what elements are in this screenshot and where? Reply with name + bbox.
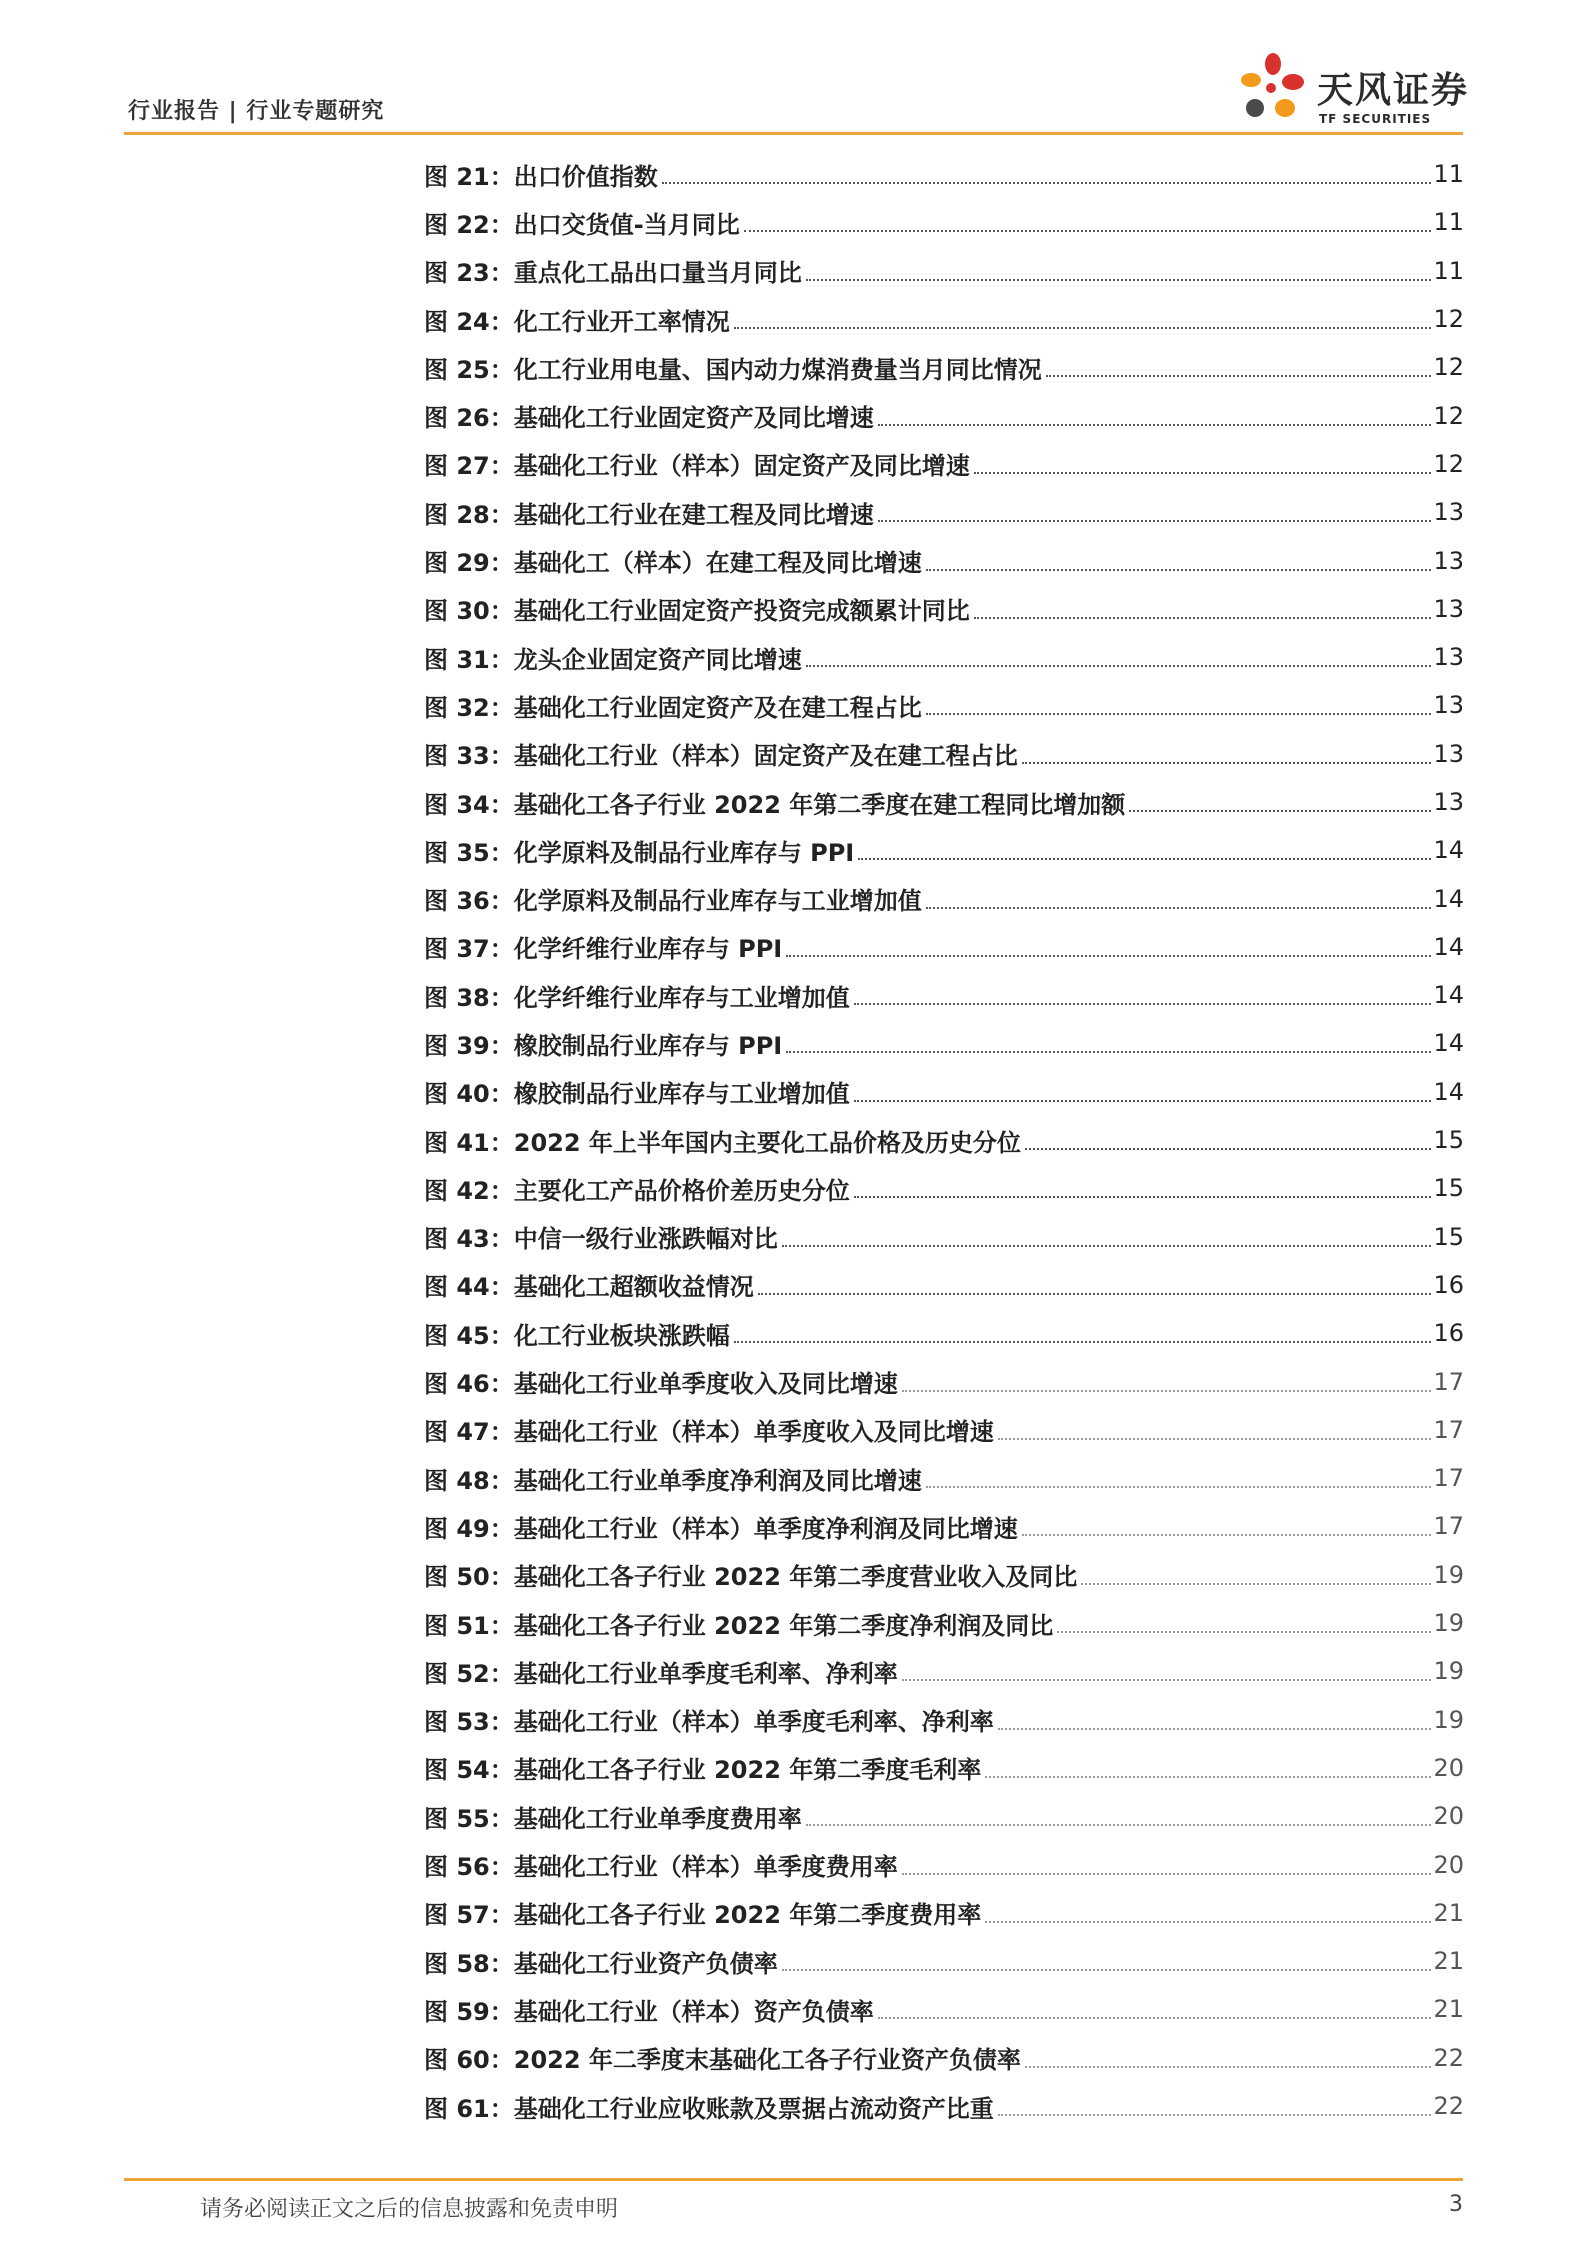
toc-entry-label[interactable]: 图 53：基础化工行业（样本）单季度毛利率、净利率	[424, 1708, 994, 1737]
toc-entry-page[interactable]: 14	[1433, 1077, 1464, 1106]
toc-entry-page[interactable]: 16	[1433, 1319, 1464, 1348]
toc-entry[interactable]	[424, 440, 1464, 488]
toc-entry-page[interactable]: 13	[1433, 739, 1464, 768]
page-header	[124, 0, 1470, 136]
toc-leader-dots	[998, 1728, 1432, 1730]
toc-leader-dots	[926, 569, 1432, 571]
toc-entry-page[interactable]: 22	[1433, 2092, 1464, 2121]
toc-entry[interactable]	[424, 1937, 1464, 1985]
toc-entry-label[interactable]: 图 35：化学原料及制品行业库存与 PPI	[424, 838, 855, 867]
toc-entry-page[interactable]: 13	[1433, 546, 1464, 575]
toc-entry-page[interactable]: 11	[1433, 256, 1464, 285]
toc-entry[interactable]	[424, 1164, 1464, 1212]
toc-leader-dots	[985, 1921, 1431, 1923]
toc-leader-dots	[878, 520, 1432, 522]
toc-entry[interactable]	[424, 1599, 1464, 1647]
toc-entry-page[interactable]: 14	[1433, 981, 1464, 1010]
toc-entry-label[interactable]: 图 27：基础化工行业（样本）固定资产及同比增速	[424, 452, 970, 481]
toc-leader-dots	[1046, 375, 1432, 377]
toc-leader-dots	[1129, 810, 1431, 812]
toc-entry-page[interactable]: 21	[1433, 1947, 1464, 1976]
logo-petal-bottom-right	[1275, 99, 1295, 117]
logo-center	[1266, 83, 1276, 93]
toc-entry[interactable]	[424, 730, 1464, 778]
disclaimer-text: 请务必阅读正文之后的信息披露和免责申明	[200, 2197, 619, 2222]
toc-leader-dots	[786, 1051, 1431, 1053]
toc-entry-page[interactable]: 15	[1433, 1222, 1464, 1251]
toc-entry-page[interactable]: 12	[1433, 305, 1464, 334]
toc-entry[interactable]	[424, 2034, 1464, 2082]
toc-entry-label[interactable]: 图 58：基础化工行业资产负债率	[424, 1949, 778, 1978]
toc-entry-label[interactable]: 图 23：重点化工品出口量当月同比	[424, 259, 802, 288]
page-number: 3	[1449, 2192, 1463, 2217]
toc-entry-label[interactable]: 图 32：基础化工行业固定资产及在建工程占比	[424, 693, 922, 722]
toc-entry-label[interactable]: 图 48：基础化工行业单季度净利润及同比增速	[424, 1466, 922, 1495]
toc-entry[interactable]	[424, 1792, 1464, 1840]
toc-entry[interactable]	[424, 1889, 1464, 1937]
toc-entry[interactable]	[424, 536, 1464, 584]
toc-entry[interactable]	[424, 1309, 1464, 1357]
toc-entry-page[interactable]: 21	[1433, 1898, 1464, 1927]
toc-entry-page[interactable]: 17	[1433, 1415, 1464, 1444]
logo-petal-bottom-left	[1246, 99, 1264, 117]
logo-text-en: TF SECURITIES	[1319, 112, 1432, 126]
toc-entry-page[interactable]: 17	[1433, 1367, 1464, 1396]
toc-entry[interactable]	[424, 874, 1464, 922]
company-logo	[1233, 48, 1470, 132]
logo-petal-top	[1265, 53, 1281, 75]
toc-entry-page[interactable]: 14	[1433, 884, 1464, 913]
toc-entry[interactable]	[424, 391, 1464, 439]
toc-entry-label[interactable]: 图 51：基础化工各子行业 2022 年第二季度净利润及同比	[424, 1611, 1054, 1640]
toc-entry-page[interactable]: 21	[1433, 1995, 1464, 2024]
toc-entry[interactable]	[424, 1647, 1464, 1695]
toc-entry-page[interactable]: 12	[1433, 353, 1464, 382]
toc-entry[interactable]	[424, 585, 1464, 633]
header-divider	[124, 132, 1463, 135]
toc-entry-label[interactable]: 图 50：基础化工各子行业 2022 年第二季度营业收入及同比	[424, 1563, 1078, 1592]
toc-entry-label[interactable]: 图 21：出口价值指数	[424, 162, 658, 191]
toc-entry[interactable]	[424, 150, 1464, 198]
toc-entry-label[interactable]: 图 42：主要化工产品价格价差历史分位	[424, 1176, 850, 1205]
toc-entry[interactable]	[424, 1840, 1464, 1888]
toc-entry[interactable]	[424, 971, 1464, 1019]
toc-leader-dots	[854, 1100, 1432, 1102]
toc-entry-page[interactable]: 15	[1433, 1174, 1464, 1203]
toc-entry-label[interactable]: 图 52：基础化工行业单季度毛利率、净利率	[424, 1659, 898, 1688]
toc-entry-page[interactable]: 17	[1433, 1512, 1464, 1541]
toc-entry-label[interactable]: 图 46：基础化工行业单季度收入及同比增速	[424, 1370, 898, 1399]
toc-leader-dots	[854, 1003, 1432, 1005]
toc-entry-label[interactable]: 图 57：基础化工各子行业 2022 年第二季度费用率	[424, 1901, 982, 1930]
toc-leader-dots	[926, 907, 1432, 909]
toc-leader-dots	[926, 713, 1432, 715]
toc-leader-dots	[902, 1679, 1432, 1681]
toc-leader-dots	[902, 1390, 1432, 1392]
toc-entry[interactable]	[424, 1019, 1464, 1067]
toc-entry[interactable]	[424, 247, 1464, 295]
toc-leader-dots	[878, 2017, 1432, 2019]
toc-entry-page[interactable]: 17	[1433, 1464, 1464, 1493]
toc-entry-page[interactable]: 15	[1433, 1126, 1464, 1155]
flower-logo-icon	[1233, 48, 1313, 132]
toc-entry-page[interactable]: 20	[1433, 1850, 1464, 1879]
toc-leader-dots	[998, 1438, 1432, 1440]
toc-entry-label[interactable]: 图 60：2022 年二季度末基础化工各子行业资产负债率	[424, 2046, 1021, 2075]
toc-entry-label[interactable]: 图 41：2022 年上半年国内主要化工品价格及历史分位	[424, 1128, 1021, 1157]
toc-entry-page[interactable]: 12	[1433, 449, 1464, 478]
toc-entry-page[interactable]: 20	[1433, 1802, 1464, 1831]
toc-entry[interactable]	[424, 343, 1464, 391]
toc-entry-label[interactable]: 图 47：基础化工行业（样本）单季度收入及同比增速	[424, 1418, 994, 1447]
toc-entry[interactable]	[424, 1213, 1464, 1261]
toc-entry-label[interactable]: 图 36：化学原料及制品行业库存与工业增加值	[424, 887, 922, 916]
toc-entry[interactable]	[424, 826, 1464, 874]
toc-leader-dots	[806, 665, 1432, 667]
toc-entry-label[interactable]: 图 30：基础化工行业固定资产投资完成额累计同比	[424, 597, 970, 626]
toc-entry-label[interactable]: 图 28：基础化工行业在建工程及同比增速	[424, 500, 874, 529]
toc-entry[interactable]	[424, 681, 1464, 729]
toc-leader-dots	[878, 424, 1432, 426]
toc-leader-dots	[734, 1341, 1432, 1343]
toc-leader-dots	[806, 1824, 1432, 1826]
toc-entry-label[interactable]: 图 39：橡胶制品行业库存与 PPI	[424, 1031, 783, 1060]
toc-entry-page[interactable]: 14	[1433, 836, 1464, 865]
toc-leader-dots	[1022, 762, 1432, 764]
toc-entry[interactable]	[424, 2082, 1464, 2130]
toc-entry-page[interactable]: 13	[1433, 788, 1464, 816]
toc-entry-page[interactable]: 19	[1433, 1705, 1464, 1734]
toc-leader-dots	[902, 1873, 1432, 1875]
toc-entry-label[interactable]: 图 37：化学纤维行业库存与 PPI	[424, 935, 783, 964]
toc-entry[interactable]	[424, 1454, 1464, 1502]
report-category: 行业报告 | 行业专题研究	[128, 99, 385, 124]
toc-entry-page[interactable]: 13	[1433, 691, 1464, 720]
toc-entry[interactable]	[424, 778, 1464, 826]
toc-leader-dots	[1025, 2066, 1432, 2068]
toc-entry-label[interactable]: 图 40：橡胶制品行业库存与工业增加值	[424, 1080, 850, 1109]
toc-entry[interactable]	[424, 1261, 1464, 1309]
toc-entry-page[interactable]: 11	[1433, 208, 1464, 237]
toc-leader-dots	[734, 327, 1432, 329]
toc-entry[interactable]	[424, 295, 1464, 343]
toc-entry-label[interactable]: 图 49：基础化工行业（样本）单季度净利润及同比增速	[424, 1514, 1018, 1543]
toc-entry-page[interactable]: 19	[1433, 1609, 1464, 1638]
toc-entry-label[interactable]: 图 33：基础化工行业（样本）固定资产及在建工程占比	[424, 742, 1018, 771]
toc-entry-label[interactable]: 图 34：基础化工各子行业 2022 年第二季度在建工程同比增加额	[424, 790, 1126, 819]
toc-entry-label[interactable]: 图 29：基础化工（样本）在建工程及同比增速	[424, 549, 922, 578]
toc-leader-dots	[786, 955, 1431, 957]
toc-entry-page[interactable]: 14	[1433, 932, 1464, 961]
toc-leader-dots	[744, 230, 1432, 232]
toc-entry[interactable]	[424, 1116, 1464, 1164]
toc-entry[interactable]	[424, 1502, 1464, 1550]
toc-leader-dots	[858, 858, 1431, 860]
toc-leader-dots	[758, 1293, 1432, 1295]
toc-leader-dots	[662, 182, 1432, 184]
toc-entry-page[interactable]: 13	[1433, 498, 1464, 527]
toc-entry-page[interactable]: 12	[1433, 401, 1464, 430]
toc-entry-page[interactable]: 19	[1433, 1657, 1464, 1686]
toc-entry-label[interactable]: 图 45：化工行业板块涨跌幅	[424, 1321, 730, 1350]
toc-entry-page[interactable]: 13	[1433, 594, 1464, 623]
toc-entry-label[interactable]: 图 44：基础化工超额收益情况	[424, 1273, 754, 1302]
toc-entry-label[interactable]: 图 54：基础化工各子行业 2022 年第二季度毛利率	[424, 1756, 982, 1785]
toc-entry[interactable]	[424, 1696, 1464, 1744]
figure-list	[424, 150, 1464, 2130]
logo-petal-right	[1282, 74, 1304, 90]
toc-leader-dots	[985, 1776, 1431, 1778]
toc-leader-dots	[926, 1486, 1432, 1488]
toc-entry-page[interactable]: 20	[1433, 1753, 1464, 1782]
toc-leader-dots	[1025, 1148, 1432, 1150]
toc-entry[interactable]	[424, 198, 1464, 246]
toc-entry-label[interactable]: 图 56：基础化工行业（样本）单季度费用率	[424, 1853, 898, 1882]
toc-entry[interactable]	[424, 1744, 1464, 1792]
logo-text-cn: 天风证券	[1317, 70, 1470, 111]
toc-entry[interactable]	[424, 1406, 1464, 1454]
toc-entry-page[interactable]: 13	[1433, 643, 1464, 672]
toc-entry-page[interactable]: 14	[1433, 1029, 1464, 1058]
toc-entry-page[interactable]: 22	[1433, 2043, 1464, 2072]
toc-leader-dots	[782, 1245, 1432, 1247]
toc-entry-page[interactable]: 11	[1433, 160, 1464, 189]
toc-entry-page[interactable]: 16	[1433, 1270, 1464, 1299]
toc-leader-dots	[1022, 1534, 1432, 1536]
toc-entry-label[interactable]: 图 43：中信一级行业涨跌幅对比	[424, 1225, 778, 1254]
toc-leader-dots	[782, 1969, 1432, 1971]
toc-leader-dots	[998, 2114, 1432, 2116]
toc-entry-label[interactable]: 图 26：基础化工行业固定资产及同比增速	[424, 404, 874, 433]
toc-entry[interactable]	[424, 1068, 1464, 1116]
toc-entry-label[interactable]: 图 38：化学纤维行业库存与工业增加值	[424, 983, 850, 1012]
toc-entry[interactable]	[424, 488, 1464, 536]
toc-entry[interactable]	[424, 1985, 1464, 2033]
toc-entry-label[interactable]: 图 31：龙头企业固定资产同比增速	[424, 645, 802, 674]
toc-entry-label[interactable]: 图 25：化工行业用电量、国内动力煤消费量当月同比情况	[424, 355, 1042, 384]
toc-leader-dots	[1081, 1583, 1431, 1585]
toc-entry-label[interactable]: 图 22：出口交货值-当月同比	[424, 210, 740, 239]
toc-leader-dots	[1057, 1631, 1431, 1633]
toc-entry-label[interactable]: 图 24：化工行业开工率情况	[424, 307, 730, 336]
toc-leader-dots	[974, 472, 1432, 474]
toc-leader-dots	[806, 279, 1432, 281]
toc-entry[interactable]	[424, 1551, 1464, 1599]
toc-entry-label[interactable]: 图 61：基础化工行业应收账款及票据占流动资产比重	[424, 2094, 994, 2123]
toc-entry-page[interactable]: 19	[1433, 1560, 1464, 1589]
footer-divider	[124, 2178, 1463, 2181]
toc-entry[interactable]	[424, 1357, 1464, 1405]
toc-leader-dots	[974, 617, 1432, 619]
toc-leader-dots	[854, 1196, 1432, 1198]
toc-entry-label[interactable]: 图 55：基础化工行业单季度费用率	[424, 1804, 802, 1833]
toc-entry-label[interactable]: 图 59：基础化工行业（样本）资产负债率	[424, 1997, 874, 2026]
toc-entry[interactable]	[424, 923, 1464, 971]
logo-petal-left	[1241, 73, 1261, 87]
toc-entry[interactable]	[424, 633, 1464, 681]
